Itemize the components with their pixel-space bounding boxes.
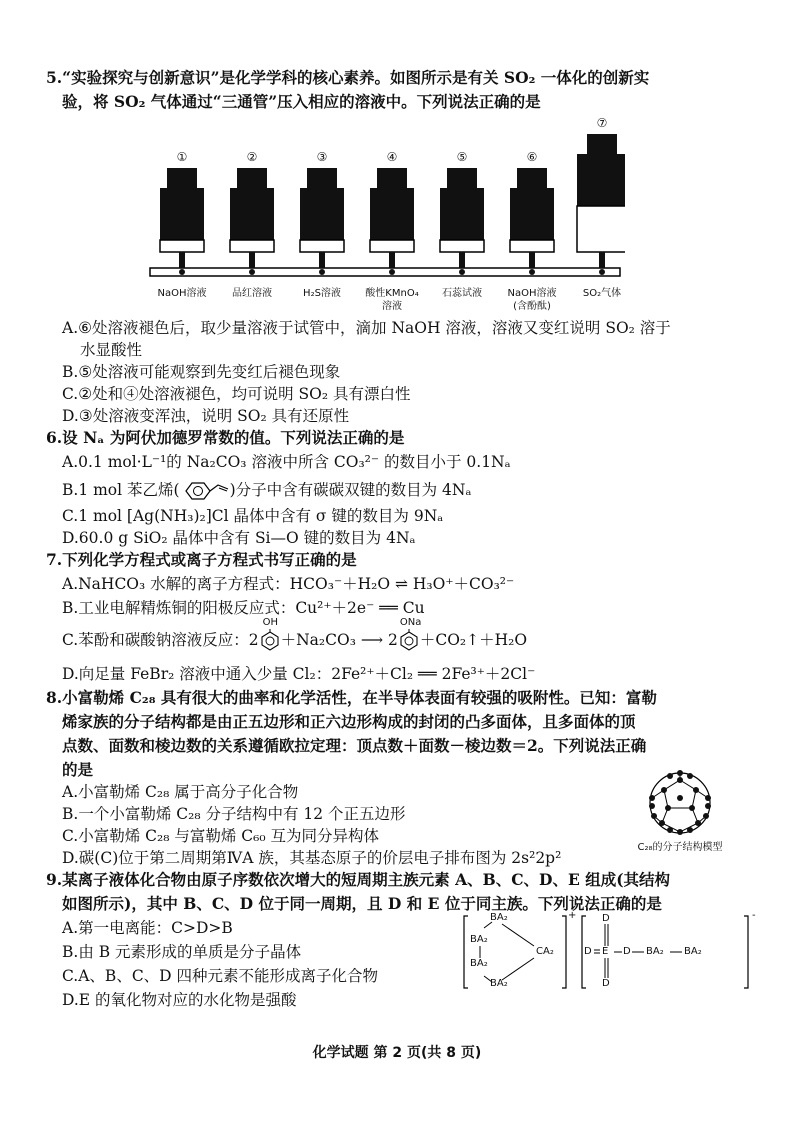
syringe-number-5: ⑤ bbox=[456, 150, 468, 164]
q8-option-c: C.小富勒烯 C₂₈ 与富勒烯 C₆₀ 互为同分异构体 bbox=[62, 827, 380, 845]
caption-3: H₂S溶液 bbox=[303, 288, 341, 299]
q5-stem-line1: 5.“实验探究与创新意识”是化学学科的核心素养。如图所示是有关 SO₂ 一体化的创新实 bbox=[46, 68, 650, 87]
cation-right-label: CA₂ bbox=[536, 946, 554, 957]
cation-charge: + bbox=[568, 910, 577, 921]
caption-6: NaOH溶液 bbox=[507, 288, 557, 299]
syringe-4 bbox=[370, 168, 414, 275]
syringe-6 bbox=[510, 168, 554, 275]
cation-top-label: BA₂ bbox=[490, 912, 508, 923]
q7-option-c-post: ＋CO₂↑＋H₂O bbox=[419, 631, 528, 649]
caption-5: 石蕊试液 bbox=[442, 288, 482, 299]
syringe-number-7: ⑦ bbox=[596, 116, 608, 130]
q9-option-d: D.E 的氧化物对应的水化物是强酸 bbox=[62, 991, 297, 1009]
page-footer: 化学试题 第 2 页(共 8 页) bbox=[312, 1045, 482, 1061]
syringe-number-4: ④ bbox=[386, 150, 398, 164]
caption-6-sub: (含酚酞) bbox=[513, 301, 551, 312]
caption-2: 品红溶液 bbox=[232, 288, 272, 299]
q5-option-b: B.⑤处溶液可能观察到先变红后褪色现象 bbox=[62, 363, 341, 381]
q5-option-d: D.③处溶液变浑浊，说明 SO₂ 具有还原性 bbox=[62, 407, 350, 425]
anion-charge: - bbox=[752, 910, 756, 921]
q6-option-b bbox=[62, 480, 471, 502]
phenoxide-ona-label: ONa bbox=[399, 617, 422, 628]
syringe-5 bbox=[440, 168, 484, 275]
q7-option-c-pre: C.苯酚和碳酸钠溶液反应：2 bbox=[62, 631, 259, 649]
q8-option-d: D.碳(C)位于第二周期第ⅣA 族，其基态原子的价层电子排布图为 2s²2p² bbox=[62, 849, 562, 867]
phenol-oh-label: OH bbox=[262, 617, 278, 628]
q6-option-d: D.60.0 g SiO₂ 晶体中含有 Si—O 键的数目为 4Nₐ bbox=[62, 529, 416, 547]
q5-option-c: C.②处和④处溶液褪色，均可说明 SO₂ 具有漂白性 bbox=[62, 385, 411, 403]
syringe-2 bbox=[230, 168, 274, 275]
q8-stem-line4: 的是 bbox=[62, 760, 94, 779]
q6-stem: 6.设 Nₐ 为阿伏加德罗常数的值。下列说法正确的是 bbox=[46, 428, 405, 447]
caption-4: 酸性KMnO₄ bbox=[365, 288, 419, 299]
q8-option-b: B.一个小富勒烯 C₂₈ 分子结构中有 12 个正五边形 bbox=[62, 805, 406, 823]
anion-d-left: D bbox=[584, 946, 592, 957]
three-way-tube bbox=[150, 268, 620, 276]
anion-ba1: BA₂ bbox=[646, 946, 664, 957]
q7-option-d: D.向足量 FeBr₂ 溶液中通入少量 Cl₂：2Fe²⁺＋Cl₂ ══ 2Fe³⁺＋2Cl⁻ bbox=[62, 665, 536, 683]
q5-option-a-line1: A.⑥处溶液褪色后，取少量溶液于试管中，滴加 NaOH 溶液，溶液又变红说明 SO₂ 溶于 bbox=[62, 319, 671, 337]
syringe-1 bbox=[160, 168, 204, 275]
q6-option-a: A.0.1 mol·L⁻¹的 Na₂CO₃ 溶液中所含 CO₃²⁻ 的数目小于 0.1Nₐ bbox=[62, 453, 511, 471]
q9-option-b: B.由 B 元素形成的单质是分子晶体 bbox=[62, 943, 302, 961]
phenol-structure-icon bbox=[259, 617, 281, 651]
q6-option-b-pre: B.1 mol 苯乙烯( bbox=[62, 481, 180, 499]
sodium-phenoxide-structure-icon bbox=[398, 617, 422, 651]
anion-structure bbox=[580, 912, 760, 992]
q5-stem-line2: 验，将 SO₂ 气体通过“三通管”压入相应的溶液中。下列说法正确的是 bbox=[62, 92, 541, 111]
q8-stem-line1: 8.小富勒烯 C₂₈ 具有很大的曲率和化学活性，在半导体表面有较强的吸附性。已知：富勒 bbox=[46, 688, 657, 707]
syringe-3 bbox=[300, 168, 344, 275]
q5-option-a-line2: 水显酸性 bbox=[80, 341, 143, 359]
q9-stem-line2: 如图所示)，其中 B、C、D 位于同一周期，且 D 和 E 位于同主族。下列说法正确的是 bbox=[62, 894, 662, 913]
q6-option-c: C.1 mol [Ag(NH₃)₂]Cl 晶体中含有 σ 键的数目为 9Nₐ bbox=[62, 507, 444, 525]
q8-option-a: A.小富勒烯 C₂₈ 属于高分子化合物 bbox=[62, 783, 299, 801]
c28-molecule-model bbox=[640, 768, 720, 838]
q7-option-c-mid: ＋Na₂CO₃ ⟶ 2 bbox=[280, 631, 398, 649]
anion-d-right: D bbox=[623, 946, 631, 957]
syringe-7 bbox=[577, 134, 625, 275]
c28-model-caption: C₂₈的分子结构模型 bbox=[637, 842, 723, 853]
caption-7: SO₂气体 bbox=[582, 288, 622, 299]
anion-e: E bbox=[602, 946, 609, 957]
cation-left1-label: BA₂ bbox=[470, 934, 488, 945]
anion-d-top: D bbox=[602, 913, 610, 924]
q9-option-a: A.第一电离能：C>D>B bbox=[62, 919, 233, 937]
cation-left2-label: BA₂ bbox=[470, 958, 488, 969]
syringe-apparatus-figure bbox=[145, 110, 625, 310]
q9-stem-line1: 9.某离子液体化合物由原子序数依次增大的短周期主族元素 A、B、C、D、E 组成(其结构 bbox=[46, 870, 671, 889]
styrene-structure-icon bbox=[180, 480, 230, 502]
caption-1: NaOH溶液 bbox=[157, 288, 207, 299]
cation-bottom-label: BA₂ bbox=[490, 978, 508, 989]
q8-stem-line2: 烯家族的分子结构都是由正五边形和正六边形构成的封闭的凸多面体，且多面体的顶 bbox=[62, 712, 636, 731]
q7-stem: 7.下列化学方程式或离子方程式书写正确的是 bbox=[46, 550, 357, 569]
caption-4-sub: 溶液 bbox=[382, 301, 402, 312]
anion-ba2: BA₂ bbox=[684, 946, 702, 957]
syringe-number-1: ① bbox=[176, 150, 188, 164]
q8-stem-line3: 点数、面数和棱边数的关系遵循欧拉定理：顶点数＋面数－棱边数＝2。下列说法正确 bbox=[62, 736, 647, 755]
q7-option-b: B.工业电解精炼铜的阳极反应式：Cu²⁺＋2e⁻ ══ Cu bbox=[62, 599, 425, 617]
q9-option-c: C.A、B、C、D 四种元素不能形成离子化合物 bbox=[62, 967, 379, 985]
syringe-number-2: ② bbox=[246, 150, 258, 164]
q6-option-b-post: )分子中含有碳碳双键的数目为 4Nₐ bbox=[229, 481, 472, 499]
q7-option-a: A.NaHCO₃ 水解的离子方程式：HCO₃⁻＋H₂O ⇌ H₃O⁺＋CO₃²⁻ bbox=[62, 575, 515, 593]
anion-d-bottom: D bbox=[602, 978, 610, 989]
q7-option-c bbox=[62, 617, 528, 651]
syringe-number-3: ③ bbox=[316, 150, 328, 164]
cation-structure bbox=[462, 912, 577, 992]
syringe-number-6: ⑥ bbox=[526, 150, 538, 164]
